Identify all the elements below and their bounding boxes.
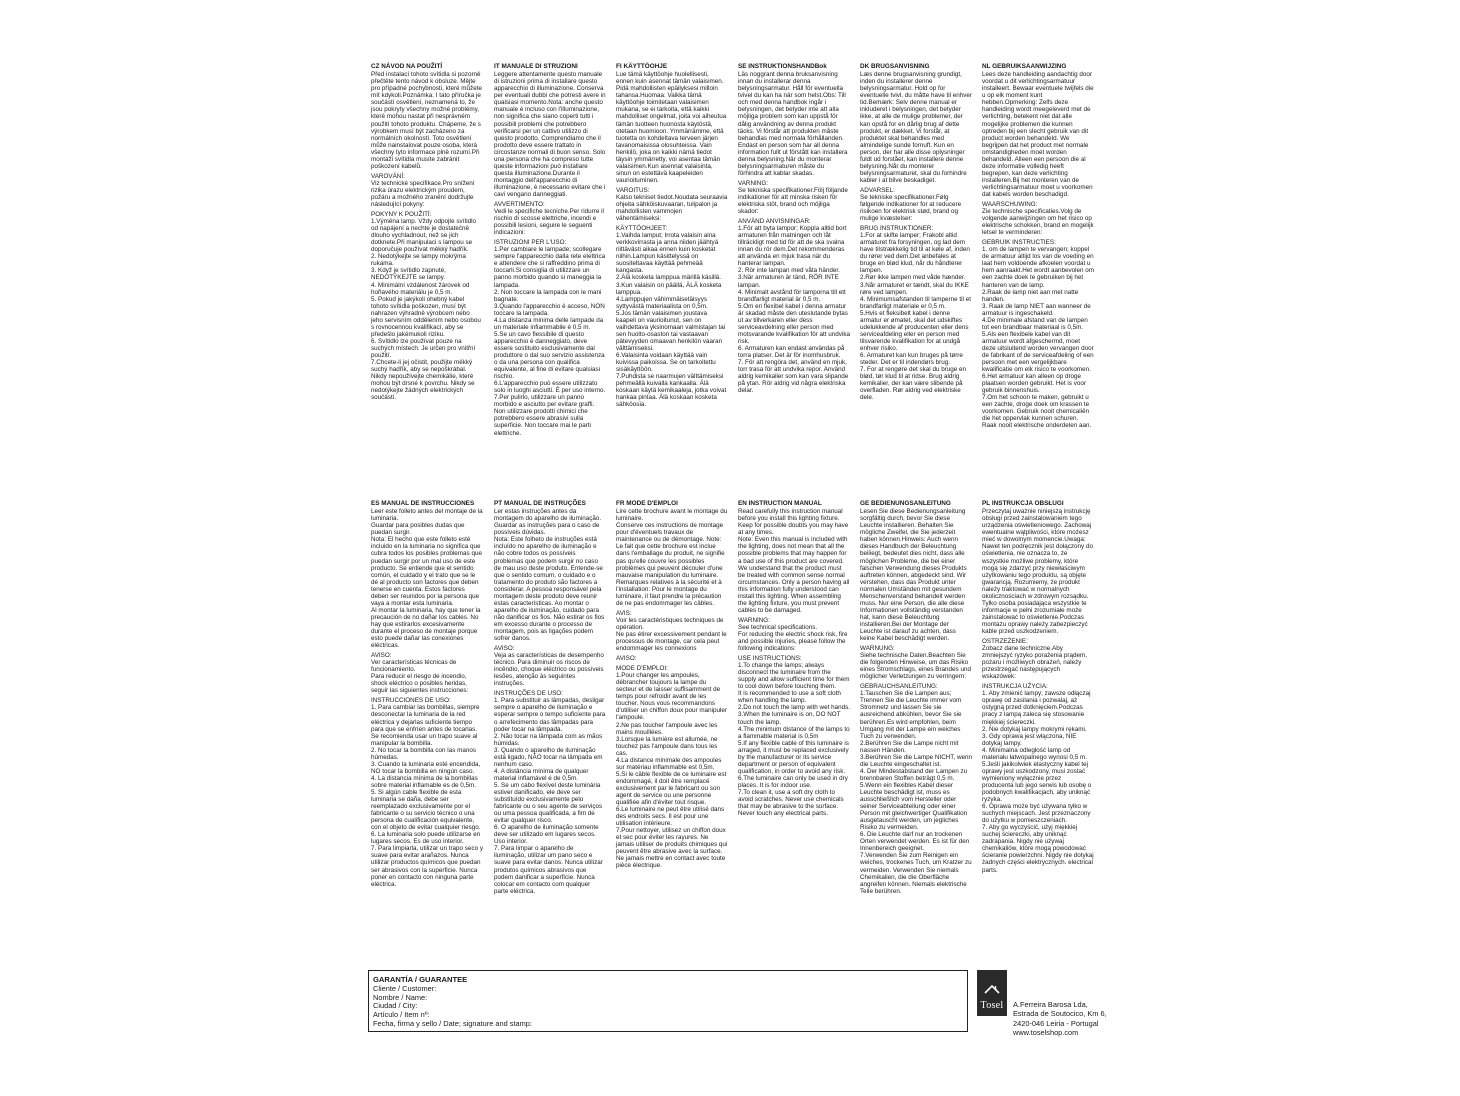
instruction-paragraph: WARNUNG: Siehe technische Daten.Beachten Sie die folgenden Hinweise, um das Risiko eines Stromschlags, eines Brandes und möglicher Verletzungen zu verringern: [860, 645, 971, 681]
brand-logo-text: Tosel [980, 1000, 1004, 1011]
instruction-paragraph: GEBRAUCHSANLEITUNG: 1.Tauschen Sie die Lampen aus; Trennen Sie die Leuchte immer vom Stromnetz und lassen Sie sie ausreichend abkühlen, bevor Sie sie berühren.Es wird empfohlen, beim Umgang mit der Lampe ein weiches Tuch zu verwenden. 2.Berühren Sie die Lampe nicht mit nassen Händen. 3.Berühren Sie die Lampe NICHT, wenn die Leuchte eingeschaltet ist. 4. Der Mindestabstand der Lampen zu brennbaren Stoffen beträgt 0,5 m. 5.Wenn ein flexibles Kabel dieser Leuchte beschädigt ist, muss es ausschließlich vom Hersteller oder seiner Serviceabteilung oder einer Person mit gleichwertiger Qualifikation ausgetauscht werden, um jegliches Risiko zu vermeiden. 6. Die Leuchte darf nur an trockenen Orten verwendet werden. Es ist für den Innenbereich geeignet. 7.Verwenden Sie zum Reinigen ein weiches, trockenes Tuch, um Kratzer zu vermeiden. Verwenden Sie niemals Chemikalien, die die Oberfläche angreifen können. Niemals elektrische Teile berühren. [860, 683, 973, 895]
instruction-paragraph: AVVERTIMENTO: Vedi le specifiche tecniche.Per ridurre il rischio di scosse elettriche, incendi e possibili lesioni, seguire le seguenti indicazioni: [494, 201, 604, 237]
instructions-dk [860, 63, 972, 404]
instruction-paragraph: POKYNY K POUŽITÍ: 1.Výměna lamp. Vždy odpojte svítidlo od napájení a nechte je dostatečně dlouho vychladnout, než se jich dotknete.Při manipulaci s lampou se doporučuje používat měkký hadřík. 2. Nedotýkejte se lampy mokrýma rukama. 3. Když je svítidlo zapnuté, NEDOTÝKEJTE se lampy. 4. Minimální vzdálenost žárovek od hořlavého materiálu je 0,5 m. 5. Pokud je jakýkoli ohebný kabel tohoto svítidla poškozen, musí být nahrazen výhradně výrobcem nebo jeho servisním oddělením nebo osobou s rovnocennou kvalifikací, aby se předešlo jakémukoli riziku. 6. Svítidlo lze používat pouze na suchých místech. Je určen pro vnitřní použití. 7.Chcete-li jej očistit, použijte měkký suchý hadřík, aby se nepoškrábal. Nikdy nepoužívejte chemikálie, které mohou být drsné k povrchu. Nikdy se nedotýkejte žádných elektrických součástí. [371, 211, 481, 402]
instructions-se [738, 63, 850, 397]
instruction-paragraph: Leggere attentamente questo manuale di istruzioni prima di installare questo apparecchio di illuminazione. Conserva per eventuali dubbi che potresti avere in qualsiasi momento.Nota: anche questo manuale è incluso con l'illuminazione, non significa che siano coperti tutti i possibili problemi che potrebbero verificarsi per un cattivo utilizzo di questo prodotto. Comprendiamo che il prodotto deve essere trattato in circostanze normali di buon senso. Solo una persona che ha compreso tutte queste informazioni può installare questa illuminazione.Durante il montaggio dell'apparecchio di illuminazione, è necessario evitare che i cavi vengano danneggiati. [494, 71, 606, 198]
instruction-paragraph: Lees deze handleiding aandachtig door voordat u dit verlichtingsarmatuur installeert. Bewaar eventuele twijfels die u op elk moment kunt hebben.Opmerking: Zelfs deze handleiding wordt meegeleverd met de verlichting, betekent niet dat alle mogelijke problemen die kunnen optreden bij een slecht gebruik van dit product worden behandeld. We begrijpen dat het product met normale omstandigheden moet worden behandeld. Alleen een persoon die al deze informatie volledig heeft begrepen, kan deze verlichting installeren.Bij het monteren van de verlichtingsarmatuur moet u voorkomen dat kabels worden beschadigd. [982, 71, 1094, 198]
instruction-paragraph: Przeczytaj uważnie niniejszą instrukcję obsługi przed zainstalowaniem tego urządzenia oświetleniowego. Zachowaj ewentualne wątpliwości, które możesz mieć w dowolnym momencie.Uwaga: Nawet ten podręcznik jest dołączony do oświetlenia, nie oznacza to, że wszystkie możliwe problemy, które mogą się zdarzyć przy niewłaściwym użytkowaniu tego produktu, są objęte gwarancją. Rozumiemy, że produkt należy traktować w normalnych okolicznościach w zdrowym rozsądku. Tylko osoba posiadająca wszystkie te informacje w pełni zrozumiałe może zainstalować to oświetlenie.Podczas montażu oprawy należy zabezpieczyć kable przed uszkodzeniem. [982, 508, 1093, 635]
instruction-paragraph: ADVARSEL: Se tekniske specifikationer.Følg følgende indikationer for at reducere risikoen for elektrisk stød, brand og mulige kvæstelser: [860, 186, 962, 223]
instruction-paragraph: KÄYTTÖOHJEET: 1.Vaihda lamput; Irrota valaisin aina verkkovirrasta ja anna niiden jäähtyä riittävästi aikaa ennen kuin kosketat niihin.Lampun käsittelyssä on suositeltavaa käyttää pehmeää kangasta. 2.Älä kosketa lamppua märillä käsillä. 3.Kun valaisin on päällä, ÄLÄ kosketa lamppua. 4.Lamppujen vähimmäisetäisyys syttyvästä materiaalista on 0,5m. 5.Jos tämän valaisimen joustava kaapeli on vaurioitunut, sen on vaihdettava yksinomaan valmistajan tai sen huolto-osaston tai vastaavan pätevyyden omaavan henkilön vaaran välttämiseksi. 6.Valaisinta voidaan käyttää vain kuivissa paikoissa. Se on tarkoitettu sisäkäyttöön. 7.Puhdista se naarmujen välttämiseksi pehmeällä kuivalla kankaalla. Älä koskaan käytä kemikaaleja, jotka voivat hankaa pintaa. Älä koskaan kosketa sähköosia. [616, 225, 727, 409]
warranty-box [368, 970, 968, 1032]
warranty-item: Artículo / Item nº: [373, 1010, 430, 1020]
instruction-paragraph: ANVÄND ANVISNINGAR: 1.För att byta lampor; Koppla alltid bort armaturen från matningen och låt tillräckligt med tid för att de ska svalna innan du rör dem.Det rekommenderas att använda en mjuk trasa när du hanterar lampan. 2. Rör inte lampan med våta händer. 3.När armaturen är tänd, RÖR INTE lampan. 4. Minimalt avstånd för lamporna till ett brandfarligt material är 0,5 m. 5.Om en flexibel kabel i denna armatur är skadad måste den uteslutande bytas ut av tillverkaren eller dess serviceavdelning eller person med motsvarande kvalifikation för att undvika risk. 6. Armaturen kan endast användas på torra platser. Det är för inomhusbruk. 7. För att rengöra det, använd en mjuk, torr trasa för att undvika repor. Använd aldrig kemikalier som kan vara slipande på ytan. Rör aldrig vid några elektriska delar. [738, 218, 851, 395]
section-title: NL GEBRUIKSAANWIJZING [982, 63, 1067, 70]
instruction-paragraph: Před instalací tohoto svítidla si pozorně přečtěte tento návod k obsluze. Mějte pro případné pochybnosti, které můžete mít kdykoli.Poznámka: I tato příručka je součástí osvětlení, neznamená to, že jsou pokryty všechny možné problémy, které mohou nastat při nesprávném použití tohoto produktu. Chápeme, že s výrobkem musí být zacházeno za normálních okolností. Toto osvětlení může nainstalovat pouze osoba, která všechny tyto informace plně rozumí.Při montáži svítidla musíte zabránit poškození kabelů. [371, 71, 482, 170]
instruction-paragraph: BRUG INSTRUKTIONER: 1.For at skifte lamper; Frakobl altid armaturet fra forsyningen, og lad dem have tilstrækkelig tid til at køle af, inden du rører ved dem.Det anbefales at bruge en blød klud, når du håndterer lampen. 2.Rør ikke lampen med våde hænder. 3.Når armaturet er tændt, skal du IKKE røre ved lampen. 4. Minimumsafstanden til lamperne til et brandfarligt materiale er 0,5 m. 5.Hvis et fleksibelt kabel i denne armatur er ømatet, skal det udskiftes udelukkende af producenten eller dens serviceafdeling eller en person med tilsvarende kvalifikation for at undgå enhver risiko. 6. Armaturet kan kun bruges på tørre steder. Det er til indendørs brug. 7. For at rengøre det skal du bruge en blød, tør klud til at ridse. Brug aldrig kemikalier, der kan være slibende på overfladen. Rør aldrig ved elektriske dele. [860, 225, 971, 402]
instruction-paragraph: VAROITUS: Katso tekniset tiedot.Noudata seuraavia ohjeita sähköiskuvaaran, tulipalon ja mahdollisten vammojen vähentämiseksi: [616, 186, 728, 223]
warranty-city: Ciudad / City: [373, 1001, 418, 1011]
instructions-pt [494, 500, 606, 898]
warranty-customer: Cliente / Customer: [373, 983, 437, 993]
instruction-paragraph: Lue tämä käyttöohje huolellisesti, ennen kuin asennat tämän valaisimen. Pidä mahdollisten epäilyksesi milloin tahansa.Huomaa: Vaikka tämä käyttöohje toimitetaan valaisimen mukana, se ei tarkoita, että kaikki mahdolliset ongelmat, joita voi aiheutua tämän tuotteen huonosta käytöstä, otetaan huomioon. Ymmärrämme, että tuotetta on kohdeltava terveen järjen tavanomaisissa olosuhteissa. Vain henkilö, joka on kaikki nämä tiedot täysin ymmärretty, voi asentaa tämän valaisimen.Kun asennat valaisinta, sinun on estettävä kaapeleiden vaurioituminen. [616, 71, 727, 184]
instruction-paragraph: INSTRUÇÕES DE USO: 1. Para substituir as lâmpadas, desligar sempre o aparelho de iluminação e esperar sempre o tempo suficiente para o arrefecimento das lâmpadas para poder tocar na lâmpada. 2. Não tocar na lâmpada com as mãos húmidas. 3. Quando o aparelho de iluminação está ligado, NÃO tocar na lâmpada em nenhum caso. 4. A distância mínima de qualquer material inflamável é de 0,5m. 5. Se um cabo flexível deste luminária estiver danificado, ele deve ser substituído exclusivamente pelo fabricante ou o seu agente de serviços ou uma pessoa qualificada, a fim de evitar qualquer risco. 6. O aparelho de iluminação somente deve ser utilizado em lugares secos. Uso interior. 7. Para limpar o aparelho de iluminação, utilizar um pano seco e suave para evitar danos. Nunca utilizar produtos químicos abrasivos que podem danificar a superfície. Nunca colocar em contacto com qualquer parte eléctrica. [494, 690, 606, 895]
section-title: DK BRUGSANVISNING [860, 63, 930, 70]
warranty-fields [373, 985, 963, 1029]
brand-logo [977, 970, 1007, 1016]
instruction-paragraph: AVISO: Veja as características de desempenho técnico. Para diminuir os riscos de incêndio, choque eléctrico ou possíveis lesões, atenção às seguintes instruções. [494, 645, 604, 688]
section-title: IT MANUALE DI STRUZIONI [494, 63, 578, 70]
instructions-fr [616, 500, 728, 873]
warranty-date-signature: Fecha, firma y sello / Date; signature and stamp: [373, 1018, 532, 1028]
address-postcode: 2420-046 Leiria - Portugal [1013, 1018, 1099, 1028]
instruction-paragraph: Leer este folleto antes del montaje de la luminaria. Guardar para posibles dudas que puedan surgir. Nota: El hecho que este folleto esté incluido en la luminaria no significa que cubra todos los posibles problemas que puedan surgir por un mal uso de este producto. Se entiende que el sentido común, el cuidado y el trato que se le dé al producto son factores que deben tenerse en cuenta. Estos factores deben ser reunidos por la persona que vaya a montar esta luminaria. Al montar la luminaria, hay que tener la precaución de no dañar los cables. No hay que estirarlos excesivamente durante el proceso de montaje porque esto puede dañar las conexiones eléctricas. [371, 508, 483, 650]
instructions-cz [371, 63, 483, 404]
instructions-it [494, 63, 606, 440]
instruction-paragraph: AVISO: Ver características técnicas de funcionamiento. Para reducir el riesgo de incendio, shock eléctrico o posibles heridas, seguir las siguientes instrucciones: [371, 652, 469, 695]
section-title: GE BEDIENUNGSANLEITUNG [860, 500, 951, 507]
instructions-fi [616, 63, 728, 411]
instruction-paragraph: MODE D'EMPLOI: 1.Pour changer les ampoules, débrancher toujours la lampe du secteur et de laisser suffisamment de temps pour refroidir avant de les toucher. Nous vous recommandons d'utiliser un chiffon doux pour manipuler l'ampoule. 2.Ne pas toucher l'ampoule avec les mains mouillées. 3.Lorsque la lumière est allumée, ne touchez pas l'ampoule dans tous les cas. 4.La distance minimale des ampoules sur matériau inflammable est 0,5m. 5.Si le câble flexible de ce luminaire est endommagé, il doit être remplacé exclusivement par le fabricant ou son agent de service ou une personne qualifiée afin d'éviter tout risque. 6.Le luminaire ne peut être utilisé dans des endroits secs. Il est pour une utilisation intérieure. 7.Pour nettoyer, utilisez un chiffon doux et sec pour éviter les rayures. Ne jamais utiliser de produits chimiques qui peuvent être abrasive avec la surface. Ne jamais mettre en contact avec toute pièce électrique. [616, 665, 728, 870]
section-title: EN INSTRUCTION MANUAL [738, 500, 822, 507]
instruction-paragraph: Læs denne brugsanvisning grundigt, inden du installerer denne belysningsarmatur. Hold op for eventuelle tvivl, du måtte have til enhver tid.Bemærk: Selv denne manual er inkluderet i belysningen, det betyder ikke, at alle de mulige problemer, der kan opstå for en dårlig brug af dette produkt, er dækket. Vi forstår, at produktet skal behandles med almindelige sunde fornuft. Kun en person, der har alle disse oplysninger fuldt ud forstået, kan installere denne belysning.Når du monterer belysningsarmaturet, skal du forhindre kabler i at blive beskadiget. [860, 71, 973, 184]
instruction-paragraph: Read carefully this instruction manual before you install this lighting fixture. Keep for possible doubts you may have at any times. Note: Even this manual is included with the lighting, does not mean that all the possible problems that may happen for a bad use of this product are covered. We understand that the product must be treated with common sense normal circumstances. Only a person having all this information fully understood can install this lighting. When assembling the lighting fixture, you must prevent cables to be damaged. [738, 508, 850, 614]
instruction-paragraph: AVIS: Voir les caractéristiques techniques de opération. Ne pas étirer excessivement pendant le processus de montage, car cela peut endommager les connexions [616, 609, 727, 653]
instruction-paragraph: Läs noggrant denna bruksanvisning innan du installerar denna belysningsarmatur. Håll för eventuella tvivel du kan ha när som helst.Obs: Till och med denna handbok ingår i belysningen, det betyder inte att alla möjliga problem som kan uppstå för dålig användning av denna produkt täcks. Vi förstår att produkten måste behandlas med normala förhållanden. Endast en person som har all denna information fullt ut förstått kan installera denna belysning.När du monterar belysningsarmaturen måste du förhindra att kablar skadas. [738, 71, 848, 177]
instruction-paragraph: INSTRUKCJA UŻYCIA: 1. Aby zmienić lampy; zawsze odłączaj oprawę od zasilania i pozwalaj, aż ostygną przed dotknięciem.Podczas pracy z lampą zaleca się stosowanie miękkiej ściereczki. 2. Nie dotykaj lampy mokrymi rękami. 3. Gdy oprawa jest włączona, NIE dotykaj lampy. 4. Minimalna odległość lamp od materiału łatwopalnego wynosi 0,5 m. 5.Jeśli jakikolwiek elastyczny kabel tej oprawy jest uszkodzony, musi zostać wymieniony wyłącznie przez producenta lub jego serwis lub osobę o podobnych kwalifikacjach, aby uniknąć ryzyka. 6. Oprawa może być używana tylko w suchych miejscach. Jest przeznaczony do użytku w pomieszczeniach. 7. Aby go wyczyścić, użyj miękkiej suchej ściereczki, aby uniknąć zadrapania. Nigdy nie używaj chemikaliów, które mogą powodować ścieranie powierzchni. Nigdy nie dotykaj żadnych części elektrycznych. electrical parts. [982, 683, 1094, 874]
section-title: CZ NÁVOD NA POUŽITÍ [371, 63, 443, 70]
address-company: A.Ferreira Barosa Lda, [1013, 1000, 1088, 1009]
instruction-paragraph: GEBRUIK INSTRUCTIES: 1. om de lampen te vervangen; koppel de armatuur altijd los van de voeding en laat hem voldoende afkoelen voordat u hem aanraakt.Het wordt aanbevolen om een zachte doek te gebruiken bij het hanteren van de lamp. 2.Raak de lamp niet aan met natte handen. 3. Raak de lamp NIET aan wanneer de armatuur is ingeschakeld. 4.De minimale afstand van de lampen tot een brandbaar materiaal is 0,5m. 5.Als een flexibele kabel van dit armatuur wordt afgeschermd, moet deze uitsluitend worden vervangen door de fabrikant of de serviceafdeling of een persoon met een vergelijkbare kwalificatie om elk risico te voorkomen. 6.Het armatuur kan alleen op droge plaatsen worden gebruikt. Het is voor gebruik binnenshuis. 7.Om het schoon te maken, gebruikt u een zachte, droge doek om krassen te voorkomen. Gebruik nooit chemicaliën die het oppervlak kunnen schuren. Raak nooit elektrische onderdelen aan. [982, 239, 1095, 430]
instruction-paragraph: VARNING: Se tekniska specifikationer.Följ följande indikationer för att minska risken för elektriska stöt, brand och möjliga skador: [738, 179, 848, 216]
instruction-paragraph: USE INSTRUCTIONS: 1.To change the lamps; always disconnect the luminaire from the supply and allow sufficient time for them to cool down before touching them. It is recommended to use a soft cloth when handling the lamp. 2.Do not touch the lamp with wet hands. 3.When the luminaire is on, DO NOT touch the lamp. 4.The minimum distance of the lamps to a flammable material is 0,5m 5.If any flexible cable of this luminaire is arraged, it must be replaced exclusively by the manufacturer or its service department or person of equivalent qualification, in order to avoid any risk. 6.The luminaire can only be used in dry places. It is for indoor use. 7.To clean it, use a soft dry cloth to avoid scratches. Never use chemicals that may be abrasive to the surface. Never touch any electrical parts. [738, 655, 851, 818]
house-roof-icon [984, 984, 1000, 994]
address-website: www.toselshop.com [1013, 1027, 1079, 1037]
section-title: SE INSTRUKTIONSHANDBok [738, 63, 827, 70]
instruction-paragraph: AVISO: [616, 655, 637, 663]
section-title: FI KÄYTTÖOHJE [616, 63, 668, 70]
instruction-paragraph: ISTRUZIONI PER L'USO: 1.Per cambiare le lampade; scollegare sempre l'apparecchio dalla rete elettrica e attendere che si raffreddino prima di toccarli.Si consiglia di utilizzare un panno morbido quando si maneggia la lampada. 2. Non toccare la lampada con le mani bagnate. 3.Quando l'apparecchio è acceso, NON toccare la lampada. 4.La distanza minima delle lampade da un materiale infiammabile è 0,5 m. 5.Se un cavo flessibile di questo apparecchio è danneggiato, deve essere sostituito esclusivamente dal produttore o dal suo servizio assistenza o da una persona con qualifica equivalente, al fine di evitare qualsiasi rischio. 6.L'apparecchio può essere utilizzato solo in luoghi asciutti. È per uso interno. 7.Per pulirlo, utilizzare un panno morbido e asciutto per evitare graffi. Non utilizzare prodotti chimici che potrebbero essere abrasivi sulla superficie. Non toccare mai le parti elettriche. [494, 239, 606, 437]
section-title: ES MANUAL DE INSTRUCCIONES [371, 500, 475, 507]
instructions-es [371, 500, 483, 891]
section-title: PT MANUAL DE INSTRUÇÕES [494, 500, 586, 507]
warranty-name: Nombre / Name: [373, 992, 428, 1002]
instruction-paragraph: Lire cette brochure avant le montage du luminaire. Conserve ces instructions de montage pour d'éventuels travaux de maintenance ou de démontage. Note: Le fait que cette brochure est inclue dans l'emballage du produit, ne signifie pas qu'elle couvre les possibles problèmes qui peuvent découler d'une mauvaise manipulation du luminaire. Remarques relatives à la sécurité et à l'installation: Pour le montage du luminaire, il faut prendre la précaution de ne pas endommager les câbles. [616, 508, 728, 607]
instruction-paragraph: WAARSCHUWING: Zie technische specificaties.Volg de volgende aanwijzingen om het risico op elektrische schokken, brand en mogelijk letsel te verminderen: [982, 201, 1094, 237]
instructions-pl [982, 500, 1094, 877]
warranty-title: GARANTÍA / GUARANTEE [373, 975, 468, 984]
instruction-paragraph: VAROVÁNÍ: Viz technické specifikace.Pro snížení rizika úrazu elektrickým proudem, požáru a možného zranění dodržujte následující pokyny: [371, 172, 475, 209]
company-address [1013, 1000, 1143, 1037]
instruction-paragraph: WARNING: See technical specifications. For reducing the electric shock risk, fire and possible injuries, please follow the following indications: [738, 616, 848, 653]
section-title: PL INSTRUKCJA OBSŁUGI [982, 500, 1064, 507]
instruction-paragraph: OSTRZEŻENIE: Zobacz dane techniczne.Aby zmniejszyć ryzyko porażenia prądem, pożaru i możliwych obrażeń, należy przestrzegać następujących wskazówek: [982, 638, 1087, 681]
instruction-paragraph: Ler estas instruções antes da montagem do aparelho de iluminação. Guardar as instruções para o caso de possíveis dúvidas. Nota: Este folheto de instruções está incluído no aparelho de iluminação e não cobre todos os possíveis problemas que podem surgir no caso de mau uso deste produto. Entende-se que o sentido comum, o cuidado e o tratamento do produto são factores a considerar. A pessoa responsável pela montagem deste produto deve reunir estas características. Ao montar o aparelho de iluminação, cuidado para não danificar os fios. Não estirar os fios em excesso durante o processo de montagem, pois as ligações podem sofrer danos. [494, 508, 605, 643]
instructions-en [738, 500, 850, 820]
instruction-paragraph: Lesen Sie diese Bedienungsanleitung sorgfältig durch, bevor Sie diese Leuchte installieren. Behalten Sie mögliche Zweifel, die Sie jederzeit haben können.Hinweis: Auch wenn dieses Handbuch der Beleuchtung beiliegt, bedeutet dies nicht, dass alle möglichen Probleme, die bei einer falschen Verwendung dieses Produkts auftreten können, abgedeckt sind. Wir verstehen, dass das Produkt unter normalen Umständen mit gesundem Menschenverstand behandelt werden muss. Nur eine Person, die alle diese Informationen vollständig verstanden hat, kann diese Beleuchtung installieren.Bei der Montage der Leuchte ist darauf zu achten, dass keine Kabel beschädigt werden. [860, 508, 967, 643]
section-title: FR MODE D'EMPLOI [616, 500, 678, 507]
address-street: Estrada de Soutocico, Km 6, [1013, 1009, 1107, 1019]
instruction-paragraph: INSTRUCCIONES DE USO: 1. Para cambiar las bombillas, siempre desconectar la luminaria de la red eléctrica y dejarlas suficiente tiempo para que se enfríen antes de tocarlas. Se recomienda usar un trapo suave al manipular la bombilla. 2. No tocar la bombilla con las manos húmedas. 3. Cuando la luminaria esté encendida, NO tocar la bombilla en ningún caso. 4. La distancia mínima de la bombillas sobre material inflamable es de 0,5m. 5. Si algún cable flexible de esta luminaria se daña, debe ser reemplazado exclusivamente por el fabricante o su servicio técnico o una persona de cualificación equivalente, con el objeto de evitar cualquier riesgo. 6. La luminaria solo puede utilizarse en lugares secos. Es de uso interior. 7. Para limpiarla, utilizar un trapo seco y suave para evitar arañazos. Nunca utilizar productos químicos que puedan ser abrasivos con la superficie. Nunca poner en contacto con ninguna parte eléctrica. [371, 697, 483, 888]
instructions-ge [860, 500, 972, 898]
instructions-nl [982, 63, 1094, 433]
